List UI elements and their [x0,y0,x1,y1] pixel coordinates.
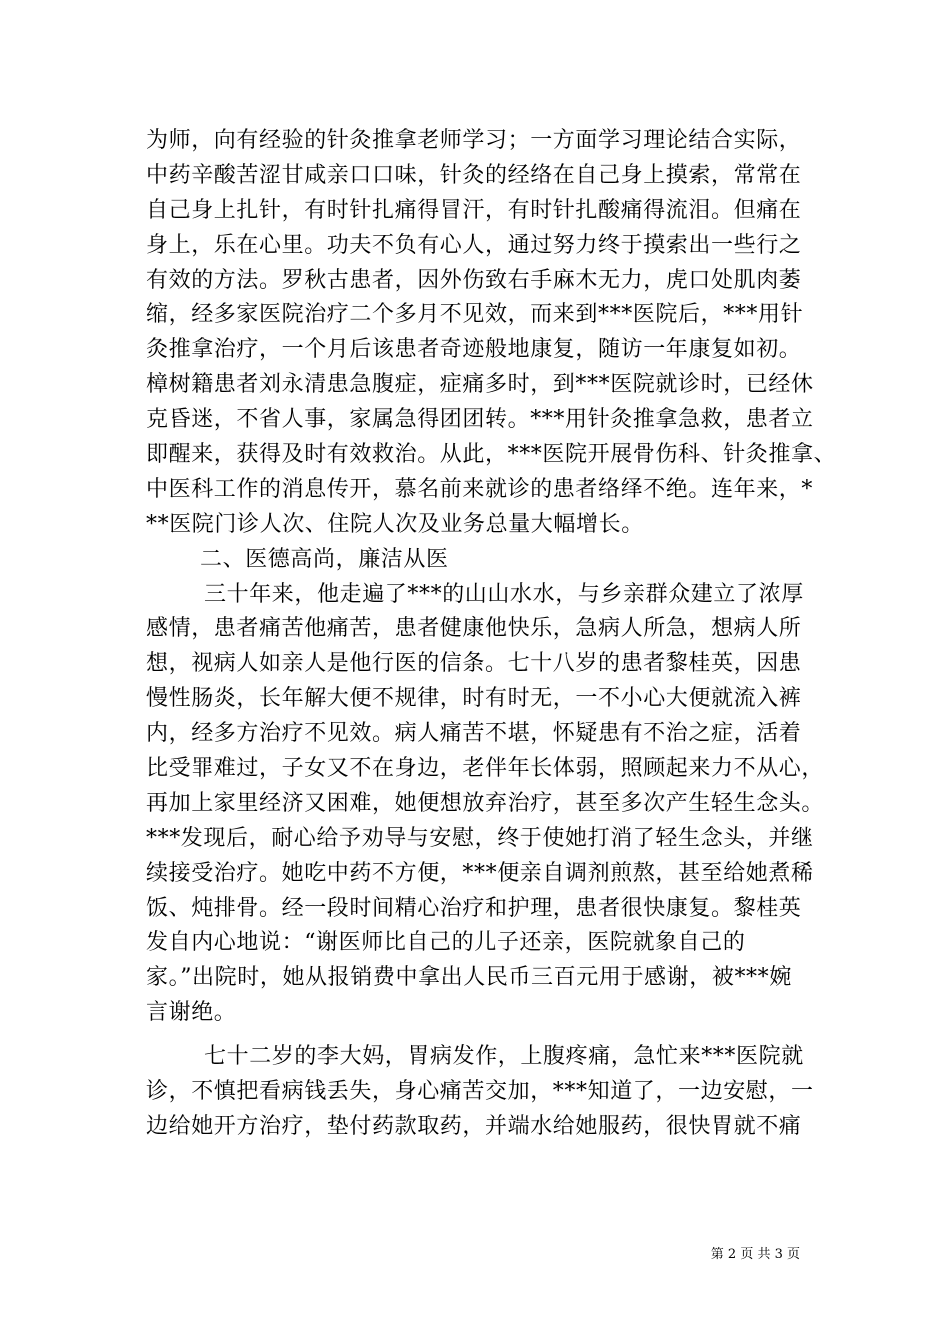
text-line: 中药辛酸苦涩甘咸亲口口味，针灸的经络在自己身上摸索，常常在 [146,162,802,188]
text-line: 边给她开方治疗，垫付药款取药，并端水给她服药，很快胃就不痛 [146,1113,802,1139]
text-line: 灸推拿治疗，一个月后该患者奇迹般地康复，随访一年康复如初。 [146,337,802,363]
section-heading: 二、医德高尚，廉洁从医 [200,546,449,572]
text-line: 感情，患者痛苦他痛苦，患者健康他快乐，急病人所急，想病人所 [146,616,802,642]
text-line: 想，视病人如亲人是他行医的信条。七十八岁的患者黎桂英，因患 [146,651,802,677]
text-line: 身上，乐在心里。功夫不负有心人，通过努力终于摸索出一些行之 [146,232,802,258]
text-line: **医院门诊人次、住院人次及业务总量大幅增长。 [146,511,644,537]
text-line: 饭、炖排骨。经一段时间精心治疗和护理，患者很快康复。黎桂英 [146,895,802,921]
text-line: 有效的方法。罗秋古患者，因外伤致右手麻木无力，虎口处肌肉萎 [146,267,802,293]
text-line: 续接受治疗。她吃中药不方便，***便亲自调剂煎熬，甚至给她煮稀 [146,860,814,886]
text-line: 诊，不慎把看病钱丢失，身心痛苦交加，***知道了，一边安慰，一 [146,1079,814,1105]
text-line: 中医科工作的消息传开，慕名前来就诊的患者络绎不绝。连年来，* [146,476,814,502]
text-line: 慢性肠炎，长年解大便不规律，时有时无，一不小心大便就流入裤 [146,686,802,712]
text-line: 七十二岁的李大妈，胃病发作，上腹疼痛，急忙来***医院就 [204,1044,804,1070]
text-line: 缩，经多家医院治疗二个多月不见效，而来到***医院后，***用针 [146,302,804,328]
text-line: 为师，向有经验的针灸推拿老师学习；一方面学习理论结合实际， [146,128,802,153]
text-line: ***发现后，耐心给予劝导与安慰，终于使她打消了轻生念头，并继 [146,825,814,851]
text-line: 自己身上扎针，有时针扎痛得冒汗，有时针扎酸痛得流泪。但痛在 [146,197,802,223]
page-number: 第 2 页 共 3 页 [710,1247,800,1262]
text-line: 即醒来，获得及时有效救治。从此，***医院开展骨伤科、针灸推拿、 [146,442,837,468]
text-line: 三十年来，他走遍了***的山山水水，与乡亲群众建立了浓厚 [204,581,804,607]
text-line: 再加上家里经济又困难，她便想放弃治疗，甚至多次产生轻生念头。 [146,790,825,816]
text-line: 发自内心地说：“谢医师比自己的儿子还亲，医院就象自己的 [146,930,746,956]
body-text [146,124,837,1145]
text-line: 克昏迷，不省人事，家属急得团团转。***用针灸推拿急救，患者立 [146,407,814,433]
text-line: 樟树籍患者刘永清患急腹症，症痛多时，到***医院就诊时，已经休 [146,372,814,398]
text-line: 比受罪难过，子女又不在身边，老伴年长体弱，照顾起来力不从心， [146,756,825,782]
text-line: 内，经多方治疗不见效。病人痛苦不堪，怀疑患有不治之症，活着 [146,721,802,747]
text-line: 言谢绝。 [146,1000,237,1026]
text-line: 家。”出院时，她从报销费中拿出人民币三百元用于感谢，被***婉 [146,965,792,991]
